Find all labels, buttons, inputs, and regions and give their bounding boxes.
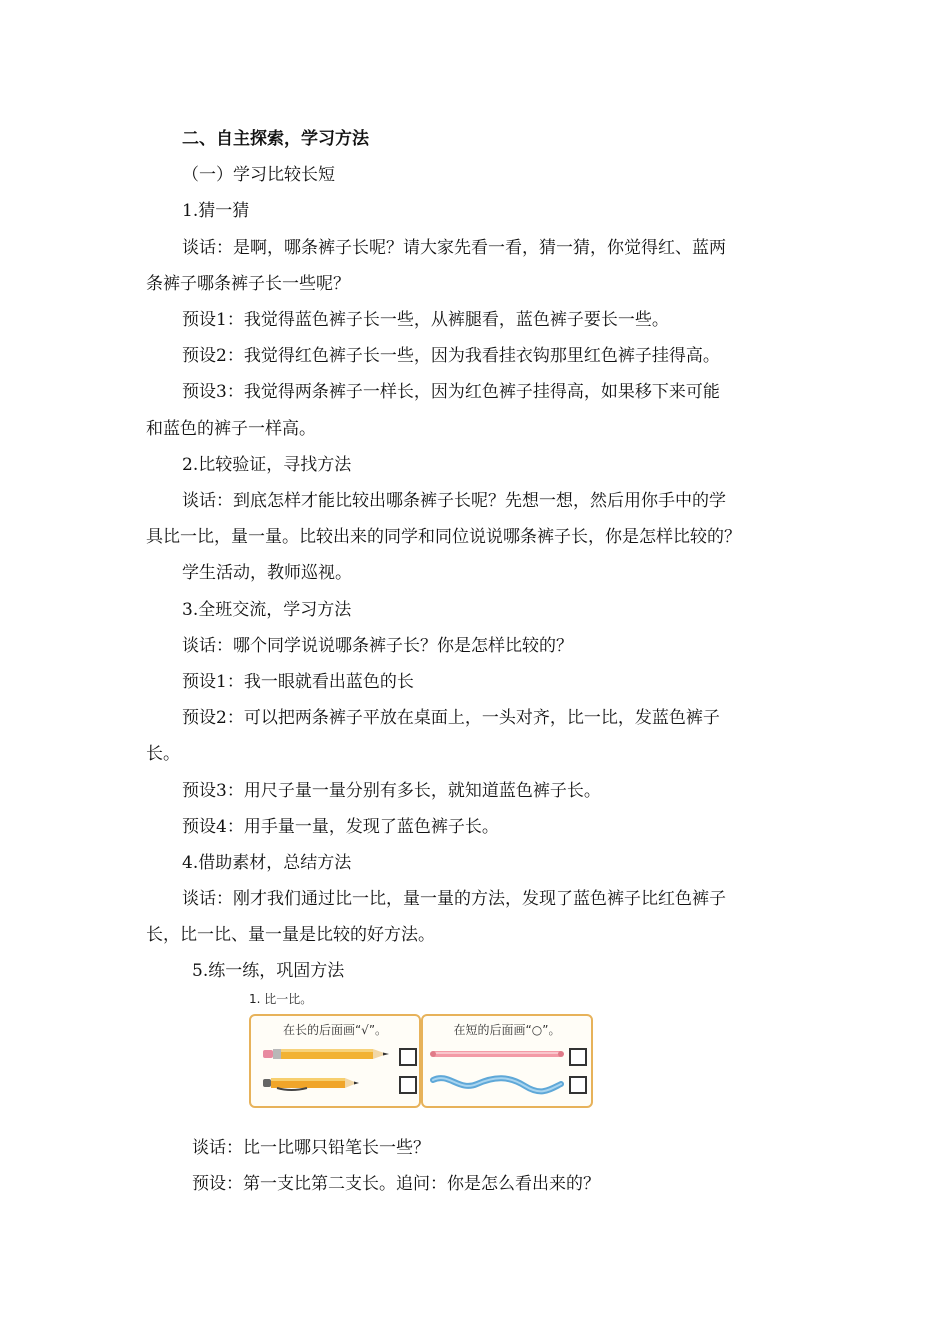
step-heading: 3.全班交流，学习方法 [182, 600, 352, 620]
paragraph-line: 预设1：我一眼就看出蓝色的长 [182, 672, 414, 692]
paragraph-line: 预设1：我觉得蓝色裤子长一些，从裤腿看，蓝色裤子要长一些。 [182, 310, 669, 330]
short-answer-box-2[interactable] [569, 1076, 587, 1094]
step-heading: 2.比较验证，寻找方法 [182, 455, 352, 475]
subsection-heading: （一）学习比较长短 [182, 165, 335, 185]
paragraph-line: 长，比一比、量一量是比较的好方法。 [146, 925, 435, 945]
step-heading: 1.猜一猜 [182, 201, 250, 221]
exercise-title: 1. 比一比。 [249, 992, 313, 1006]
paragraph-line: 谈话：刚才我们通过比一比，量一量的方法，发现了蓝色裤子比红色裤子 [182, 889, 726, 909]
paragraph-line: 长。 [146, 744, 180, 764]
paragraph-line: 预设2：我觉得红色裤子长一些，因为我看挂衣钩那里红色裤子挂得高。 [182, 346, 720, 366]
paragraph-line: 预设4：用手量一量，发现了蓝色裤子长。 [182, 817, 499, 837]
paragraph-line: 具比一比，量一量。比较出来的同学和同位说说哪条裤子长，你是怎样比较的？ [146, 527, 741, 547]
step-heading: 4.借助素材，总结方法 [182, 853, 352, 873]
paragraph-line: 谈话：比一比哪只铅笔长一些？ [192, 1138, 430, 1158]
long-answer-box-1[interactable] [399, 1048, 417, 1066]
paragraph-line: 预设2：可以把两条裤子平放在桌面上，一头对齐，比一比，发蓝色裤子 [182, 708, 720, 728]
long-pencil-image [261, 1046, 391, 1062]
paragraph-line: 和蓝色的裤子一样高。 [146, 419, 316, 439]
paragraph-line: 谈话：是啊，哪条裤子长呢？请大家先看一看，猜一猜，你觉得红、蓝两 [182, 238, 726, 258]
paragraph-line: 学生活动，教师巡视。 [182, 563, 352, 583]
paragraph-line: 预设3：用尺子量一量分别有多长，就知道蓝色裤子长。 [182, 781, 601, 801]
compare-long-panel [249, 1014, 421, 1108]
long-instruction: 在长的后面画“√”。 [282, 1023, 388, 1037]
short-pencil-image [261, 1074, 361, 1092]
compare-short-panel [421, 1014, 593, 1108]
paragraph-line: 预设3：我觉得两条裤子一样长，因为红色裤子挂得高，如果移下来可能 [182, 382, 720, 402]
paragraph-line: 谈话：到底怎样才能比较出哪条裤子长呢？先想一想，然后用你手中的学 [182, 491, 726, 511]
long-answer-box-2[interactable] [399, 1076, 417, 1094]
short-instruction: 在短的后面画“○”。 [453, 1023, 561, 1037]
paragraph-line: 条裤子哪条裤子长一些呢？ [146, 274, 350, 294]
step-heading: 5.练一练，巩固方法 [192, 961, 345, 981]
short-answer-box-1[interactable] [569, 1048, 587, 1066]
straight-string-image [429, 1048, 565, 1060]
wavy-string-image [429, 1072, 565, 1096]
section-heading: 二、自主探索，学习方法 [182, 129, 369, 149]
exercise-figure [247, 990, 595, 1114]
paragraph-line: 谈话：哪个同学说说哪条裤子长？你是怎样比较的？ [182, 636, 573, 656]
paragraph-line: 预设：第一支比第二支长。追问：你是怎么看出来的？ [192, 1174, 600, 1194]
